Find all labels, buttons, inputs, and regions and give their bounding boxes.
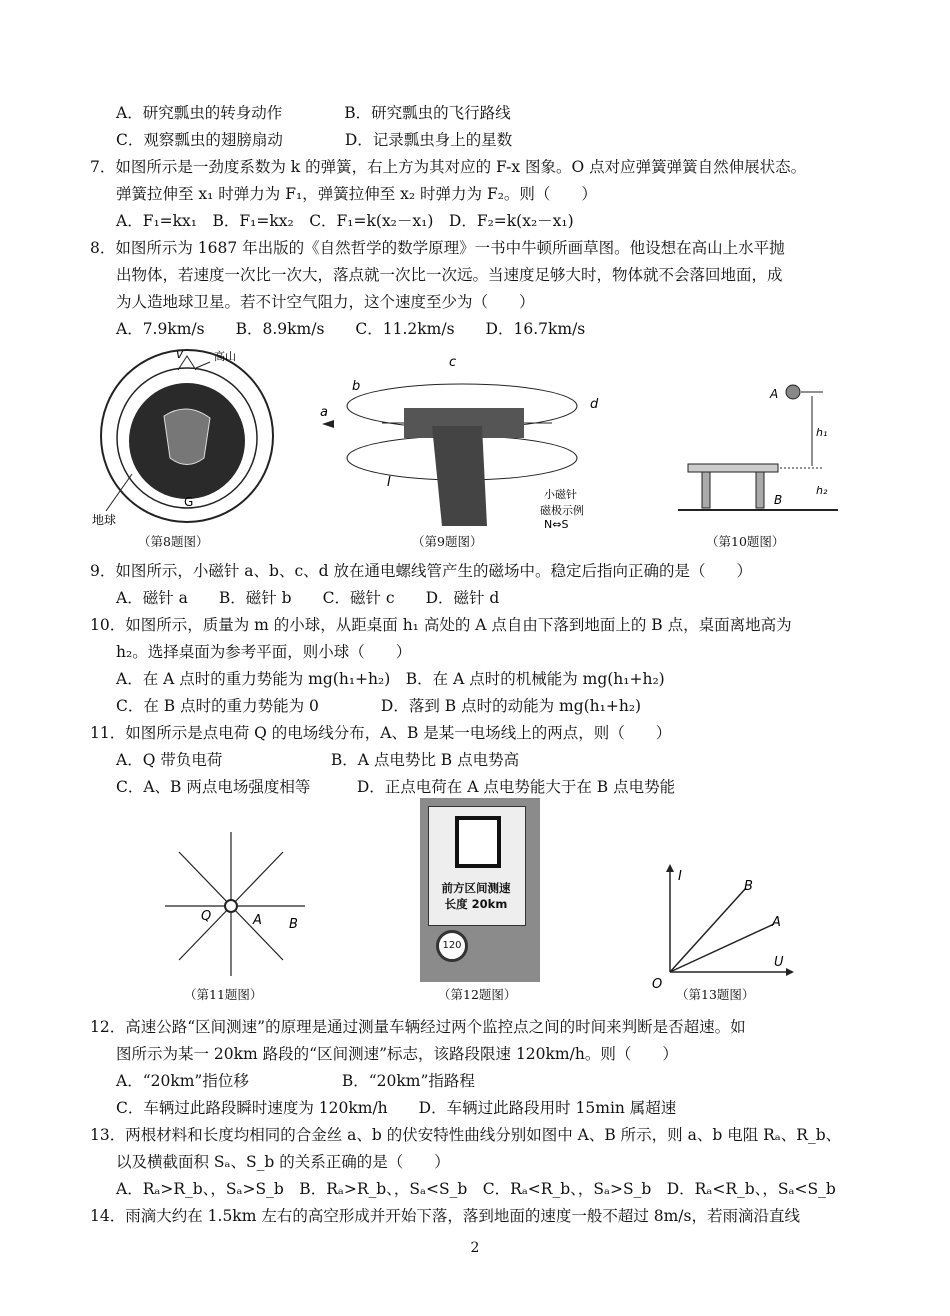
fig8-mountain-label: 高山 — [214, 350, 236, 363]
fig9-legend-1: 小磁针 — [544, 488, 577, 501]
fig9-legend-ns: N⇔S — [544, 518, 569, 530]
fig13-o-label: O — [652, 977, 663, 990]
q11-stem: 11．如图所示是点电荷 Q 的电场线分布，A、B 是某一电场线上的两点，则（ ） — [90, 724, 672, 742]
fig11-a-label: A — [253, 913, 262, 928]
q6-options-ab: A．研究瓢虫的转身动作 B．研究瓢虫的飞行路线 — [116, 104, 511, 122]
fig8-earth-label: 地球 — [92, 513, 117, 527]
q11-options-ab: A．Q 带负电荷 B．A 点电势比 B 点电势高 — [116, 751, 520, 769]
fig9-d-label: d — [590, 397, 599, 412]
q13-stem-2: 以及横截面积 Sₐ、S_b 的关系正确的是（ ） — [116, 1153, 450, 1171]
q14-stem: 14．雨滴大约在 1.5km 左右的高空形成并开始下落，落到地面的速度一般不超过 8m/s，若雨滴沿直线 — [90, 1207, 800, 1225]
fig13-a-label: A — [772, 915, 781, 930]
q13-stem-1: 13．两根材料和长度均相同的合金丝 a、b 的伏安特性曲线分别如图中 A、B 所示，则 a、b 电阻 Rₐ、R_b、 — [90, 1126, 842, 1144]
fig9-legend-2: 磁极示例 — [540, 504, 584, 517]
q8-options: A．7.9km/s B．8.9km/s C．11.2km/s D．16.7km/s — [116, 320, 586, 338]
fig9-a-label: a — [320, 405, 328, 420]
fig11-caption: （第11题图） — [184, 987, 263, 1002]
fig9-c-label: c — [449, 355, 457, 370]
q10-stem-1: 10．如图所示，质量为 m 的小球，从距桌面 h₁ 高处的 A 点自由下落到地面上的 B 点，桌面离地高为 — [90, 616, 792, 634]
q10-options-ab: A．在 A 点时的重力势能为 mg(h₁+h₂) B．在 A 点时的机械能为 mg(h₁+h₂) — [116, 670, 665, 688]
fig13-caption: （第13题图） — [676, 987, 755, 1002]
q7-stem-1: 7．如图所示是一劲度系数为 k 的弹簧，右上方为其对应的 F-x 图象。O 点对应弹簧弹簧自然伸展状态。 — [90, 158, 807, 176]
fig12-caption: （第12题图） — [438, 987, 517, 1002]
q12-stem-1: 12．高速公路“区间测速”的原理是通过测量车辆经过两个监控点之间的时间来判断是否超速。如 — [90, 1018, 746, 1036]
fig9-caption: （第9题图） — [412, 534, 483, 549]
fig13-u-label: U — [774, 955, 784, 970]
sign-text-1: 前方区间测速 — [441, 881, 511, 895]
q12-stem-2: 图所示为某一 20km 路段的“区间测速”标志，该路段限速 120km/h。则（ ） — [116, 1045, 678, 1063]
figure-8-newton-sketch — [92, 346, 282, 530]
fig8-caption: （第8题图） — [138, 534, 209, 549]
fig10-h1-label: h₁ — [816, 426, 828, 439]
fig10-h2-label: h₂ — [816, 484, 828, 497]
sign-text-2: 长度 20km — [444, 897, 508, 911]
fig9-b-label: b — [352, 379, 361, 394]
figure-11-field-lines — [165, 828, 315, 978]
q13-options: A．Rₐ>R_b、，Sₐ>S_b B．Rₐ>R_b、，Sₐ<S_b C．Rₐ<R_b、，Sₐ>S_b D．Rₐ<R_b、，Sₐ<S_b — [116, 1180, 836, 1198]
fig10-caption: （第10题图） — [706, 534, 785, 549]
q9-options: A．磁针 a B．磁针 b C．磁针 c D．磁针 d — [116, 589, 500, 607]
fig9-current-label: I — [387, 475, 391, 490]
camera-icon — [455, 816, 501, 868]
q11-options-cd: C．A、B 两点电场强度相等 D．正点电荷在 A 点电势能大于在 B 点电势能 — [116, 778, 676, 796]
fig10-a-label: A — [770, 387, 779, 401]
fig13-b-label: B — [744, 879, 753, 894]
q7-stem-2: 弹簧拉伸至 x₁ 时弹力为 F₁，弹簧拉伸至 x₂ 时弹力为 F₂。则（ ） — [116, 185, 597, 203]
q10-options-cd: C．在 B 点时的重力势能为 0 D．落到 B 点时的动能为 mg(h₁+h₂) — [116, 697, 642, 715]
fig10-b-label: B — [774, 493, 783, 507]
q10-stem-2: h₂。选择桌面为参考平面，则小球（ ） — [116, 643, 412, 661]
q8-stem-1: 8．如图所示为 1687 年出版的《自然哲学的数学原理》一书中牛顿所画草图。他设想在高山上水平抛 — [90, 239, 785, 257]
q8-stem-3: 为人造地球卫星。若不计空气阻力，这个速度至少为（ ） — [116, 293, 535, 311]
figure-10-table-ball — [678, 380, 842, 520]
q12-options-ab: A．“20km”指位移 B．“20km”指路程 — [116, 1072, 475, 1090]
figure-13-iv-chart — [650, 862, 800, 990]
figure-9-solenoid — [312, 346, 622, 530]
page-number: 2 — [470, 1240, 480, 1256]
q7-options: A．F₁=kx₁ B．F₁=kx₂ C．F₁=k(x₂－x₁) D．F₂=k(x₂－x₁) — [116, 212, 574, 230]
q6-options-cd: C．观察瓢虫的翅膀扇动 D．记录瓢虫身上的星数 — [116, 131, 513, 149]
q9-stem: 9．如图所示，小磁针 a、b、c、d 放在通电螺线管产生的磁场中。稳定后指向正确的是（ ） — [90, 562, 752, 580]
q12-options-cd: C．车辆过此路段瞬时速度为 120km/h D．车辆过此路段用时 15min 属超速 — [116, 1099, 677, 1117]
speed-limit-badge: 120 — [436, 930, 468, 962]
fig11-b-label: B — [289, 917, 298, 932]
figure-12-speed-sign — [420, 798, 540, 982]
fig11-q-label: Q — [201, 909, 212, 924]
fig8-g-label: G — [184, 495, 194, 509]
fig13-i-label: I — [678, 869, 682, 884]
q8-stem-2: 出物体，若速度一次比一次大，落点就一次比一次远。当速度足够大时，物体就不会落回地面，成 — [116, 266, 783, 284]
fig8-v-label: v — [176, 347, 184, 361]
